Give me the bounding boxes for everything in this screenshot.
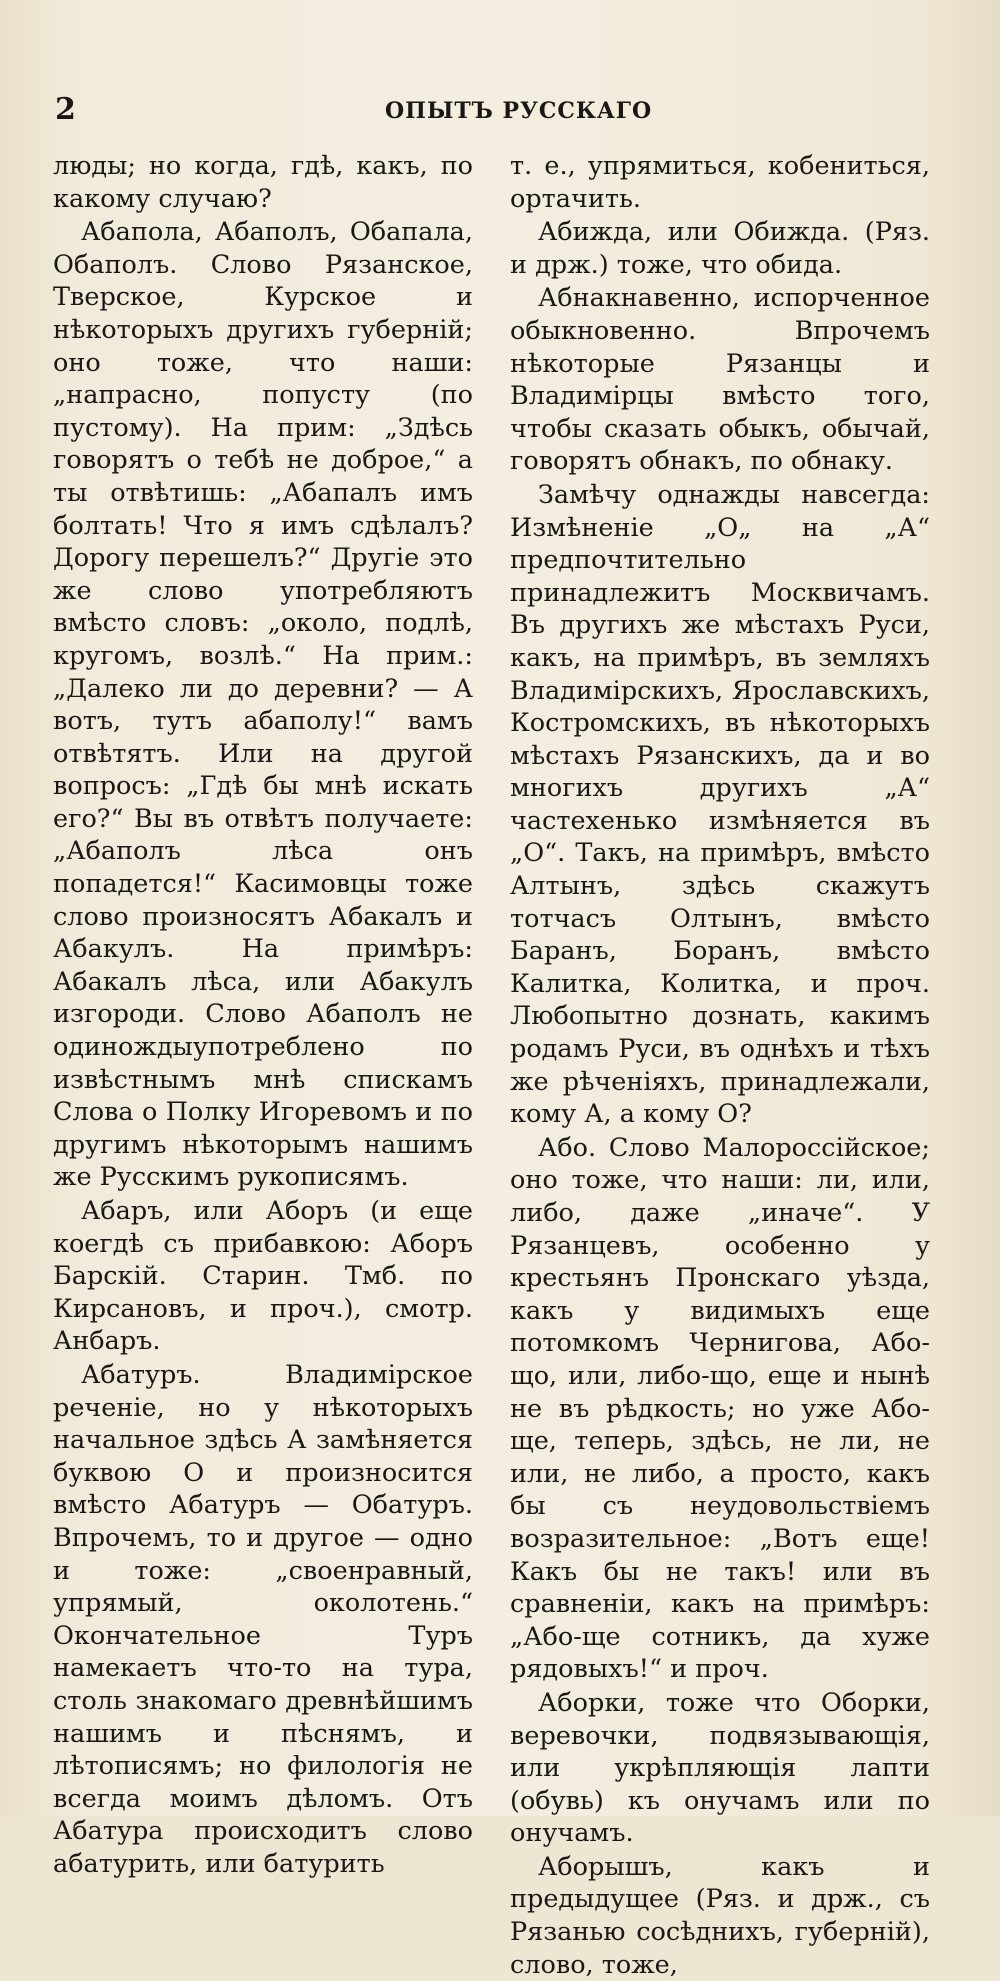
- note-o-a: Замѣчу однажды навсегда: Измѣненіе „О„ на „А“ предпочтительно принадлежитъ Москвичамъ. Въ другихъ же мѣстахъ Руси, какъ, на примѣръ, въ земляхъ Владимірскихъ, Ярославскихъ, Костромскихъ, въ нѣкоторыхъ мѣстахъ Рязанскихъ, да и во многихъ другихъ „А“ частехенько измѣняется въ „О“. Такъ, на примѣръ, вмѣсто Алтынъ, здѣсь скажутъ тотчасъ Олтынъ, вмѣсто Баранъ, Боранъ, вмѣсто Калитка, Колитка, и проч. Любопытно дознать, какимъ родамъ Руси, въ однѣхъ и тѣхъ же рѣченіяхъ, принадлежали, кому А, а кому О?: [510, 479, 930, 1130]
- running-head: ОПЫТЪ РУССКАГО: [385, 98, 653, 124]
- entry-abar: Абаръ, или Аборъ (и еще коегдѣ съ прибавкою: Аборъ Барскій. Старин. Тмб. по Кирсановъ, и проч.), смотр. Анбаръ.: [53, 1196, 473, 1357]
- right-column: [510, 150, 930, 1981]
- left-paragraph: люды; но когда, гдѣ, какъ, по какому случаю?: [53, 151, 473, 214]
- entry-abo: Або. Слово Малороссійское; оно тоже, что наши: ли, или, либо, даже „иначе“. У Рязанцевъ, особенно у крестьянъ Пронскаго уѣзда, какъ у видимыхъ еще потомкомъ Чернигова, Або-що, или, либо-що, еще и нынѣ не въ рѣдкость; но уже Або-ще, теперь, здѣсь, не ли, не или, не либо, а просто, какъ бы съ неудовольствіемъ возразительное: „Вотъ еще! Какъ бы не такъ! или въ сравненіи, какъ на примѣръ: „Або-ще сотникъ, да хуже рядовыхъ!“ и проч.: [510, 1132, 930, 1685]
- page-number: 2: [55, 92, 76, 127]
- entry-abatur: Абатуръ. Владимірское реченіе, но у нѣкоторыхъ начальное здѣсь А замѣняется буквою О и произносится вмѣсто Абатуръ — Обатуръ. Впрочемъ, то и другое — одно и тоже: „своенравный, упрямый, околотень.“ Окончательное Туръ намекаетъ что-то на тура, столь знакомаго древнѣйшимъ нашимъ и пѣснямъ, и лѣтописямъ; но филологія не всегда моимъ дѣломъ. Отъ Абатура происходитъ слово абатурить, или батурить: [53, 1359, 473, 1879]
- left-column: [53, 150, 473, 1880]
- entry-aborki: Аборки, тоже что Оборки, веревочки, подвязывающія, или укрѣпляющія лапти (обувь) къ онучамъ или по онучамъ.: [510, 1687, 930, 1849]
- right-paragraph: т. е., упрямиться, кобениться, ортачить.: [510, 151, 930, 214]
- entry-abizhda: Абижда, или Обижда. (Ряз. и држ.) тоже, что обида.: [510, 217, 930, 280]
- entry-aborysh: Аборышъ, какъ и предыдущее (Ряз. и држ., съ Рязанью сосѣднихъ, губерній), слово, тоже,: [510, 1851, 930, 1980]
- page-header: [55, 92, 945, 132]
- entry-abapola: Абапола, Абаполъ, Обапала, Обаполъ. Слово Рязанское, Тверское, Курское и нѣкоторыхъ другихъ губерній; оно тоже, что наши: „напрасно, попусту (по пустому). На прим: „Здѣсь говорятъ о тебѣ не доброе,“ а ты отвѣтишь: „Абапалъ имъ болтать! Что я имъ сдѣлалъ? Дорогу перешелъ?“ Другіе это же слово употребляютъ вмѣсто словъ: „около, подлѣ, кругомъ, возлѣ.“ На прим.: „Далеко ли до деревни? — А вотъ, тутъ абаполу!“ вамъ отвѣтятъ. Или на другой вопросъ: „Гдѣ бы мнѣ искать его?“ Вы въ отвѣтъ получаете: „Абаполъ лѣса онъ попадется!“ Касимовцы тоже слово произносятъ Абакалъ и Абакулъ. На примѣръ: Абакалъ лѣса, или Абакулъ изгороди. Слово Абаполъ не одинождыупотреблено по извѣстнымъ мнѣ спискамъ Слова о Полку Игоревомъ и по другимъ нѣкоторымъ нашимъ же Русскимъ рукописямъ.: [53, 217, 473, 1193]
- entry-abnaknavenno: Абнакнавенно, испорченное обыкновенно. Впрочемъ нѣкоторые Рязанцы и Владимірцы вмѣсто того, чтобы сказать обыкъ, обычай, говорятъ обнакъ, по обнаку.: [510, 283, 930, 477]
